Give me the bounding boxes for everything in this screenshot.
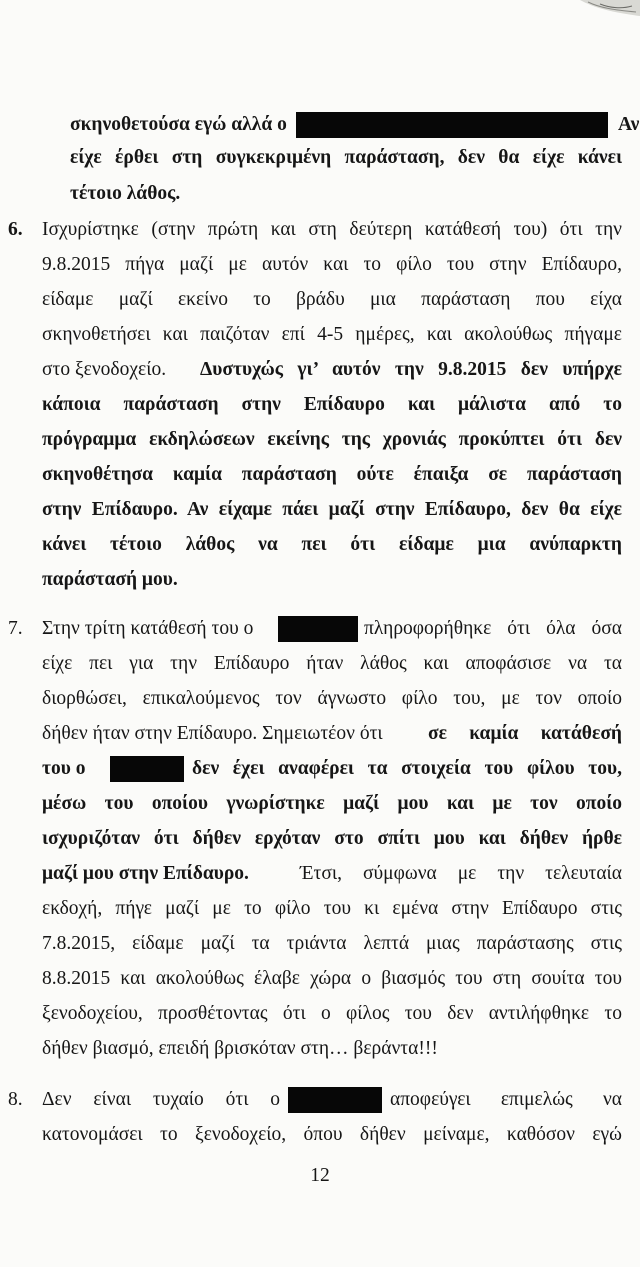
para8-line-2: κατονομάσει το ξενοδοχείο, όπου δήθεν μείναμε, καθόσον εγώ xyxy=(42,1124,622,1145)
para6-line-4: σκηνοθετήσει και παιζόταν επί 4-5 ημέρες, και ακολούθως πήγαμε xyxy=(42,324,622,345)
para7-line-1: Στην τρίτη κατάθεσή του ο πληροφορήθηκε ότι όλα όσα xyxy=(0,612,640,646)
para8-number: 8. xyxy=(8,1089,23,1110)
para5-line-3: τέτοιο λάθος. xyxy=(70,183,181,204)
redaction-bar xyxy=(278,616,358,642)
para8-line-1: Δεν είναι τυχαίο ότι ο αποφεύγει επιμελώς να xyxy=(0,1083,640,1117)
page-corner-scan-mark xyxy=(570,0,640,32)
para7-line-4: δήθεν ήταν στην Επίδαυρο. Σημειωτέον ότι σε καμία κατάθεσή xyxy=(42,723,622,744)
para7-line-12: ξενοδοχείου, προσθέτοντας ότι ο φίλος του δεν αντιλήφθηκε το xyxy=(42,1003,622,1024)
para5-line-2: είχε έρθει στη συγκεκριμένη παράσταση, δεν θα είχε κάνει xyxy=(70,147,622,168)
para7-line-6: μέσω του οποίου γνωρίστηκε μαζί μου και με τον οποίο xyxy=(42,793,622,814)
para5-line-1-end: Αν xyxy=(618,114,640,135)
para5-line-1 xyxy=(0,108,640,142)
para7-line-5: του ο δεν έχει αναφέρει τα στοιχεία του φίλου του, xyxy=(0,752,640,786)
para7-line-9: εκδοχή, πήγε μαζί με το φίλο του κι εμένα στην Επίδαυρο στις xyxy=(42,898,622,919)
para7-line-7: ισχυριζόταν ότι δήθεν ερχόταν στο σπίτι μου και δήθεν ήρθε xyxy=(42,828,622,849)
para6-line-5: στο ξενοδοχείο. Δυστυχώς γι’ αυτόν την 9.8.2015 δεν υπήρχε xyxy=(42,359,622,380)
redaction-bar xyxy=(296,112,608,138)
redaction-bar xyxy=(110,756,184,782)
para6-line-3: είδαμε μαζί εκείνο το βράδυ μια παράσταση που είχα xyxy=(42,289,622,310)
para6-line-8: σκηνοθέτησα καμία παράσταση ούτε έπαιξα σε παράσταση xyxy=(42,464,622,485)
para7-number: 7. xyxy=(8,618,23,639)
para7-line-11: 8.8.2015 και ακολούθως έλαβε χώρα ο βιασμός του στη σουίτα του xyxy=(42,968,622,989)
para7-line-13: δήθεν βιασμό, επειδή βρισκόταν στη… βεράντα!!! xyxy=(42,1038,438,1059)
para6-line-1: Ισχυρίστηκε (στην πρώτη και στη δεύτερη κατάθεσή του) ότι την xyxy=(42,219,622,240)
para6-number: 6. xyxy=(8,219,23,240)
para6-line-9: στην Επίδαυρο. Αν είχαμε πάει μαζί στην Επίδαυρο, δεν θα είχε xyxy=(42,499,622,520)
para7-line-3: διορθώσει, επικαλούμενος τον άγνωστο φίλο του, με τον οποίο xyxy=(42,688,622,709)
para6-line-2: 9.8.2015 πήγα μαζί με αυτόν και το φίλο του στην Επίδαυρο, xyxy=(42,254,622,275)
para5-line-1-text: σκηνοθετούσα εγώ αλλά ο xyxy=(70,114,287,135)
page-number: 12 xyxy=(310,1165,330,1186)
para7-line-8: μαζί μου στην Επίδαυρο. Έτσι, σύμφωνα με την τελευταία xyxy=(42,863,622,884)
para7-line-10: 7.8.2015, είδαμε μαζί τα τριάντα λεπτά μιας παράστασης στις xyxy=(42,933,622,954)
para6-line-10: κάνει τέτοιο λάθος να πει ότι είδαμε μια ανύπαρκτη xyxy=(42,534,622,555)
redaction-bar xyxy=(288,1087,382,1113)
para6-line-6: κάποια παράσταση στην Επίδαυρο και μάλιστα από το xyxy=(42,394,622,415)
para7-line-2: είχε πει για την Επίδαυρο ήταν λάθος και αποφάσισε να τα xyxy=(42,653,622,674)
para6-line-7: πρόγραμμα εκδηλώσεων εκείνης της χρονιάς προκύπτει ότι δεν xyxy=(42,429,622,450)
para6-line-11: παράστασή μου. xyxy=(42,569,178,590)
